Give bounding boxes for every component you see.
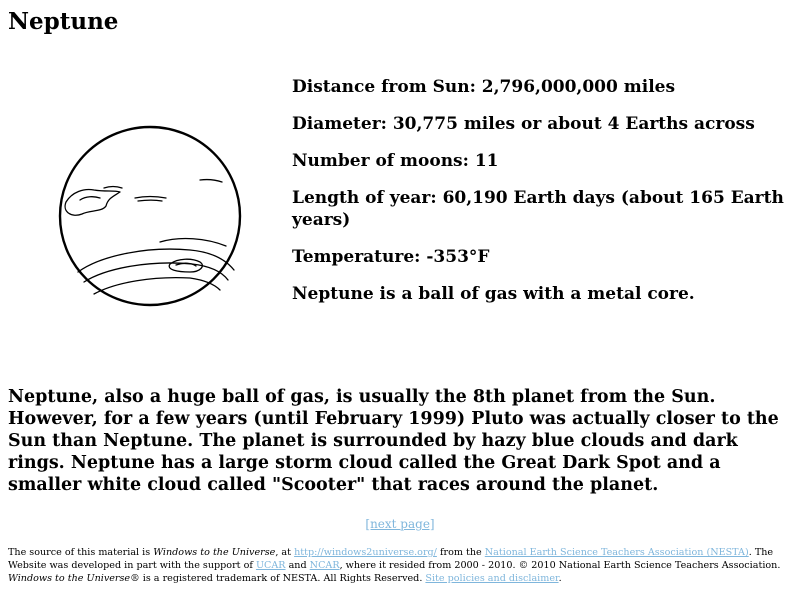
footer-text: , at bbox=[275, 547, 295, 558]
fact-composition: Neptune is a ball of gas with a metal core. bbox=[292, 284, 695, 304]
source-name: Windows to the Universe bbox=[153, 547, 276, 558]
page-title: Neptune bbox=[8, 8, 119, 35]
description-paragraph: Neptune, also a huge ball of gas, is usually the 8th planet from the Sun. However, for a few years (until February 1999) Pluto was actually closer to the Sun than Neptune. The planet is surrounded by hazy blue clouds and dark rings. Neptune has a large storm cloud called the Great Dark Spot and a smaller white cloud called "Scooter" that races around the planet. bbox=[8, 387, 779, 495]
footer-text: The source of this material is bbox=[8, 547, 154, 558]
site-policies-link[interactable]: Site policies and disclaimer bbox=[425, 573, 559, 584]
footer-text: and bbox=[285, 560, 310, 571]
ucar-link[interactable]: UCAR bbox=[255, 560, 286, 571]
neptune-planet-icon bbox=[50, 122, 250, 312]
fact-diameter: Diameter: 30,775 miles or about 4 Earths across bbox=[292, 114, 755, 134]
nesta-link[interactable]: National Earth Science Teachers Association (NESTA) bbox=[484, 547, 749, 558]
fact-year-length: Length of year: 60,190 Earth days (about 165 Earth years) bbox=[292, 188, 784, 230]
fact-distance: Distance from Sun: 2,796,000,000 miles bbox=[292, 77, 676, 97]
next-page-container bbox=[0, 516, 800, 532]
trademark-name: Windows to the Universe® bbox=[8, 573, 140, 584]
fact-moons: Number of moons: 11 bbox=[292, 151, 499, 171]
footer-text: is a registered trademark of NESTA. All Rights Reserved. bbox=[139, 573, 426, 584]
footer bbox=[8, 546, 794, 585]
source-url-link[interactable]: http://windows2universe.org/ bbox=[294, 547, 437, 558]
footer-text: from the bbox=[436, 547, 485, 558]
footer-text: . The Website was developed in part with the support of bbox=[8, 547, 774, 571]
ncar-link[interactable]: NCAR bbox=[309, 560, 340, 571]
footer-text: . bbox=[558, 573, 562, 584]
fact-temperature: Temperature: -353°F bbox=[292, 247, 490, 267]
next-page-link[interactable]: [next page] bbox=[365, 517, 435, 531]
footer-text: , where it resided from 2000 - 2010. © 2010 National Earth Science Teachers Association. bbox=[339, 560, 781, 571]
facts-list bbox=[292, 76, 787, 320]
